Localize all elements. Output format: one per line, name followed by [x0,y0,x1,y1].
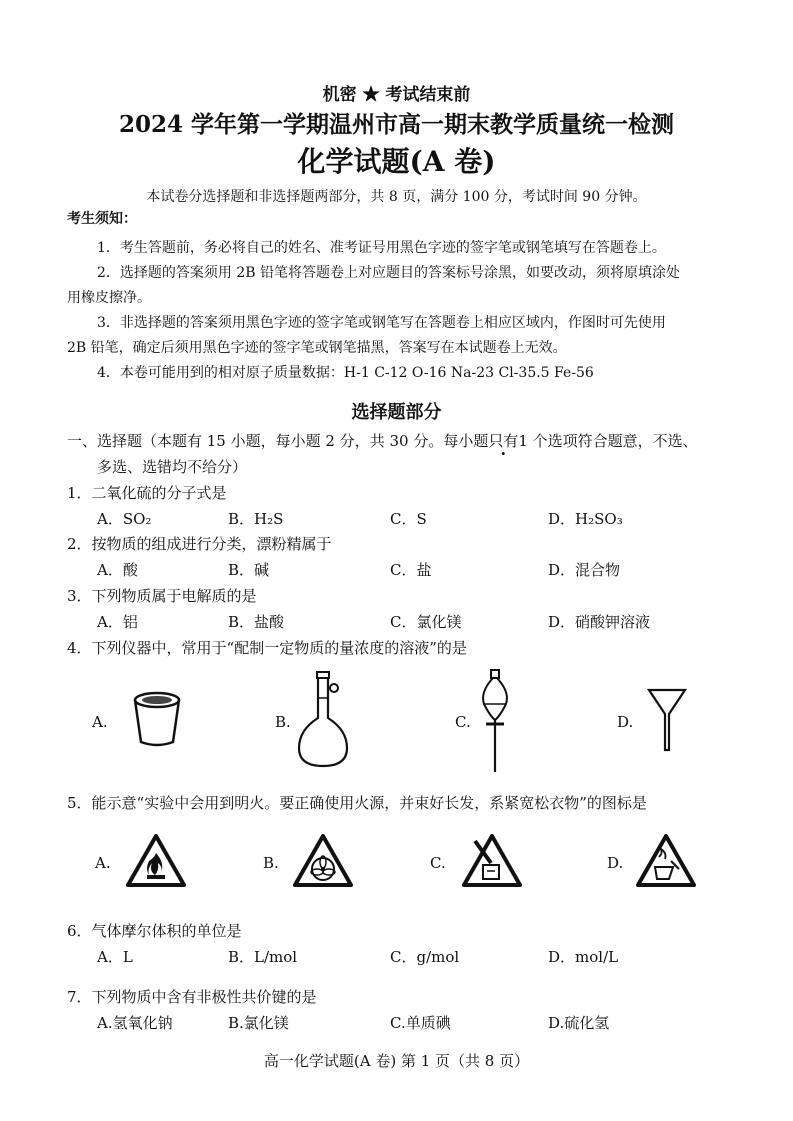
option-a: A. [95,854,111,872]
question-stem: 6．气体摩尔体积的单位是 [67,922,242,940]
option-c: C．盐 [390,561,432,579]
option-d: D.硫化氢 [548,1014,610,1032]
exam-title: 2024 学年第一学期温州市高一期末教学质量统一检测 [118,111,675,138]
option-c: C．S [390,510,427,528]
notice-line: 用橡皮擦净。 [67,290,151,306]
sharp-object-warning-icon [461,833,523,889]
option-c: C．g/mol [390,948,460,966]
question-stem: 7．下列物质中含有非极性共价键的是 [67,988,317,1006]
volumetric-flask-icon [295,668,355,770]
option-d: D．H₂SO₃ [548,510,623,528]
notice-heading: 考生须知： [67,211,137,227]
option-b: B.氯化镁 [228,1014,289,1032]
option-c: C. [455,713,471,731]
open-flame-warning-icon [125,833,187,889]
section-instruction [67,430,698,451]
notice-line: 2B 铅笔，确定后须用黑色字迹的签字笔或钢笔描黑，答案写在本试题卷上无效。 [67,340,567,356]
confidential-label: 机密 ★ 考试结束前 [322,85,471,105]
fan-warning-icon [292,833,354,889]
section-title: 选择题部分 [351,402,442,423]
option-a: A.氢氧化钠 [97,1014,173,1032]
option-b: B．H₂S [228,510,284,528]
separatory-funnel-icon [476,668,516,776]
question-stem: 4．下列仪器中，常用于“配制一定物质的量浓度的溶液”的是 [67,639,467,657]
option-c: C.单质碘 [390,1014,451,1032]
exam-intro: 本试卷分选择题和非选择题两部分，共 8 页，满分 100 分，考试时间 90 分钟。 [146,189,647,205]
option-b: B．碱 [228,561,270,579]
option-b: B. [275,713,291,731]
notice-line: 2．选择题的答案须用 2B 铅笔将答题卷上对应题目的答案标号涂黑，如要改动，须将原填涂处 [97,265,681,281]
funnel-icon [647,688,687,752]
option-d: D．mol/L [548,948,619,966]
question-stem: 5．能示意“实验中会用到明火。要正确使用火源，并束好长发，系紧宽松衣物”的图标是 [67,794,647,812]
option-d: D．硝酸钾溶液 [548,613,651,631]
option-b: B．L/mol [228,948,298,966]
option-b: B. [263,854,279,872]
question-stem: 1．二氧化硫的分子式是 [67,484,227,502]
option-c: C. [430,854,446,872]
notice-line: 3．非选择题的答案须用黑色字迹的签字笔或钢笔写在答题卷上相应区域内，作图时可先使用 [97,315,666,331]
instruction-part2: 1 个选项符合题意，不选、 [518,432,698,450]
chemical-hazard-icon [635,833,697,889]
option-a: A．酸 [97,561,138,579]
crucible-icon [130,690,184,750]
option-b: B．盐酸 [228,613,285,631]
option-a: A．L [97,948,133,966]
exam-subtitle: 化学试题(A 卷) [297,145,496,178]
instruction-part1: 一、选择题（本题有 15 小题，每小题 2 分，共 30 分。每小题 [67,432,489,450]
option-d: D. [617,713,634,731]
option-c: C．氯化镁 [390,613,462,631]
option-d: D．混合物 [548,561,621,579]
option-a: A．SO₂ [97,510,152,528]
question-stem: 3．下列物质属于电解质的是 [67,587,257,605]
question-stem: 2．按物质的组成进行分类，漂粉精属于 [67,535,332,553]
option-d: D. [607,854,624,872]
notice-line: 1．考生答题前，务必将自己的姓名、准考证号用黑色字迹的签字笔或钢笔填写在答题卷上。 [97,240,666,256]
option-a: A. [92,713,108,731]
instruction-emphasis: 只有 [488,432,519,450]
page-footer: 高一化学试题(A 卷) 第 1 页（共 8 页） [263,1052,530,1070]
section-instruction-line2: 多选、选错均不给分） [97,458,248,476]
notice-line: 4．本卷可能用到的相对原子质量数据：H-1 C-12 O-16 Na-23 Cl-35.5 Fe-56 [97,365,594,381]
option-a: A．铝 [97,613,138,631]
